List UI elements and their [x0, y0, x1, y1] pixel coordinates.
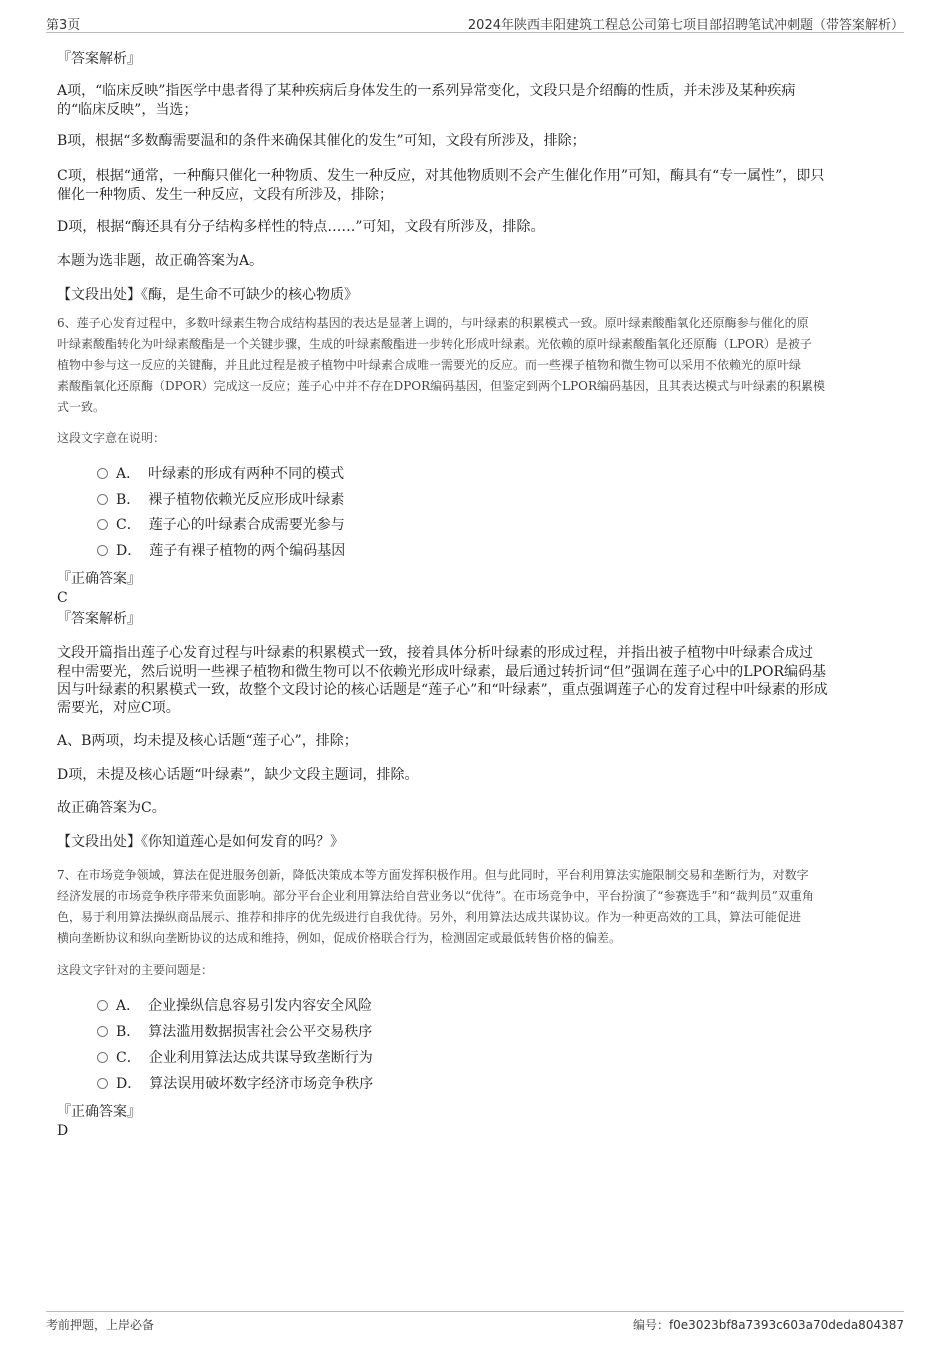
question-6-text-line-1: 6、莲子心发育过程中，多数叶绿素生物合成结构基因的表达是显著上调的，与叶绿素的积累模式一致。原叶绿素酸酯氧化还原酶参与催化的原: [57, 316, 809, 330]
analysis-a-line-1: A项，“临床反映”指医学中患者得了某种疾病后身体发生的一系列异常变化，文段只是介绍酶的性质，并未涉及某种疾病: [57, 83, 796, 99]
question-6-option-c[interactable]: C． 莲子心的叶绿素合成需要光参与: [97, 515, 345, 535]
page-footer: [46, 1311, 904, 1332]
question-6-prompt: 这段文字意在说明：: [57, 431, 166, 445]
radio-icon[interactable]: [97, 519, 108, 530]
question-7-option-a[interactable]: A． 企业操纵信息容易引发内容安全风险: [97, 996, 372, 1016]
analysis-conclusion: 故正确答案为C。: [57, 800, 166, 816]
document-title: 2024年陕西丰阳建筑工程总公司第七项目部招聘笔试冲刺题（带答案解析）: [467, 18, 904, 33]
question-7-option-c[interactable]: C． 企业利用算法达成共谋导致垄断行为: [97, 1048, 373, 1068]
analysis-a-line-2: 的“临床反映”，当选；: [57, 102, 198, 118]
page-number: 第3页: [46, 18, 81, 33]
radio-icon[interactable]: [97, 1078, 108, 1089]
analysis-line-1: 文段开篇指出莲子心发育过程与叶绿素的积累模式一致，接着具体分析叶绿素的形成过程，并指出被子植物中叶绿素合成过: [57, 645, 813, 661]
analysis-line-3: 因与叶绿素的积累模式一致，故整个文段讨论的核心话题是“莲子心”和“叶绿素”，重点强调莲子心的发育过程中叶绿素的形成: [57, 682, 828, 698]
footer-slogan: 考前押题，上岸必备: [46, 1318, 155, 1332]
analysis-conclusion: 本题为选非题，故正确答案为A。: [57, 253, 264, 269]
question-7-text-line-3: 色，易于利用算法操纵商品展示、推荐和排序的优先级进行自我优待。另外，利用算法达成共谋协议。作为一种更高效的工具，算法可能促进: [57, 910, 802, 924]
analysis-ab-line: A、B两项，均未提及核心话题“莲子心”，排除；: [57, 733, 358, 749]
radio-icon[interactable]: [97, 494, 108, 505]
source-citation: 【文段出处】《你知道莲心是如何发育的吗？》: [57, 834, 344, 850]
analysis-line-2: 程中需要光，然后说明一些裸子植物和微生物可以不依赖光形成叶绿素，最后通过转折词“但”强调在莲子心中的LPOR编码基: [57, 664, 827, 680]
document-id: 编号：f0e3023bf8a7393c603a70deda804387: [632, 1318, 904, 1332]
source-citation: 【文段出处】《酶，是生命不可缺少的核心物质》: [57, 287, 358, 303]
analysis-b-line: B项，根据“多数酶需要温和的条件来确保其催化的发生”可知，文段有所涉及，排除；: [57, 133, 586, 149]
question-6-text-line-2: 叶绿素酸酯转化为叶绿素酸酯是一个关键步骤，生成的叶绿素酸酯进一步转化形成叶绿素。光依赖的原叶绿素酸酯氧化还原酶（LPOR）是被子: [57, 337, 812, 351]
analysis-d-line: D项，根据“酶还具有分子结构多样性的特点……”可知，文段有所涉及，排除。: [57, 219, 545, 235]
correct-answer-title: 『正确答案』: [57, 571, 141, 587]
correct-answer-value: D: [57, 1123, 69, 1139]
analysis-title: 『答案解析』: [57, 51, 141, 67]
radio-icon[interactable]: [97, 468, 108, 479]
question-7-text-line-2: 经济发展的市场竞争秩序带来负面影响。部分平台企业利用算法给自营业务以“优待”。在市场竞争中，平台扮演了“参赛选手”和“裁判员”双重角: [57, 889, 814, 903]
radio-icon[interactable]: [97, 1052, 108, 1063]
radio-icon[interactable]: [97, 545, 108, 556]
radio-icon[interactable]: [97, 1000, 108, 1011]
question-7-option-d[interactable]: D． 算法误用破坏数字经济市场竞争秩序: [97, 1074, 373, 1094]
correct-answer-value: C: [57, 590, 68, 606]
analysis-line-4: 需要光，对应C项。: [57, 700, 180, 716]
question-7-prompt: 这段文字针对的主要问题是：: [57, 963, 214, 977]
page-header: [46, 12, 904, 33]
question-6-option-d[interactable]: D． 莲子有裸子植物的两个编码基因: [97, 541, 345, 561]
radio-icon[interactable]: [97, 1026, 108, 1037]
question-7-text-line-4: 横向垄断协议和纵向垄断协议的达成和维持，例如，促成价格联合行为，检测固定或最低转售价格的偏差。: [57, 931, 622, 945]
analysis-c-line-2: 催化一种物质、发生一种反应，文段有所涉及，排除；: [57, 187, 393, 203]
analysis-c-line-1: C项，根据“通常，一种酶只催化一种物质、发生一种反应，对其他物质则不会产生催化作用”可知，酶具有“专一属性”，即只: [57, 168, 825, 184]
analysis-title: 『答案解析』: [57, 611, 141, 627]
question-6-option-a[interactable]: A． 叶绿素的形成有两种不同的模式: [97, 464, 344, 484]
question-6-option-b[interactable]: B． 裸子植物依赖光反应形成叶绿素: [97, 490, 344, 510]
question-6-text-line-4: 素酸酯氧化还原酶（DPOR）完成这一反应；莲子心中并不存在DPOR编码基因，但鉴定到两个LPOR编码基因，且其表达模式与叶绿素的积累模: [57, 379, 826, 393]
correct-answer-title: 『正确答案』: [57, 1104, 141, 1120]
question-6-text-line-5: 式一致。: [57, 400, 106, 414]
question-6-text-line-3: 植物中参与这一反应的关键酶，并且此过程是被子植物中叶绿素合成唯一需要光的反应。而一些裸子植物和微生物可以采用不依赖光的原叶绿: [57, 358, 802, 372]
analysis-d-line: D项，未提及核心话题“叶绿素”，缺少文段主题词，排除。: [57, 767, 419, 783]
question-7-text-line-1: 7、在市场竞争领域，算法在促进服务创新，降低决策成本等方面发挥积极作用。但与此同时，平台利用算法实施限制交易和垄断行为，对数字: [57, 868, 809, 882]
question-7-option-b[interactable]: B． 算法滥用数据损害社会公平交易秩序: [97, 1022, 372, 1042]
